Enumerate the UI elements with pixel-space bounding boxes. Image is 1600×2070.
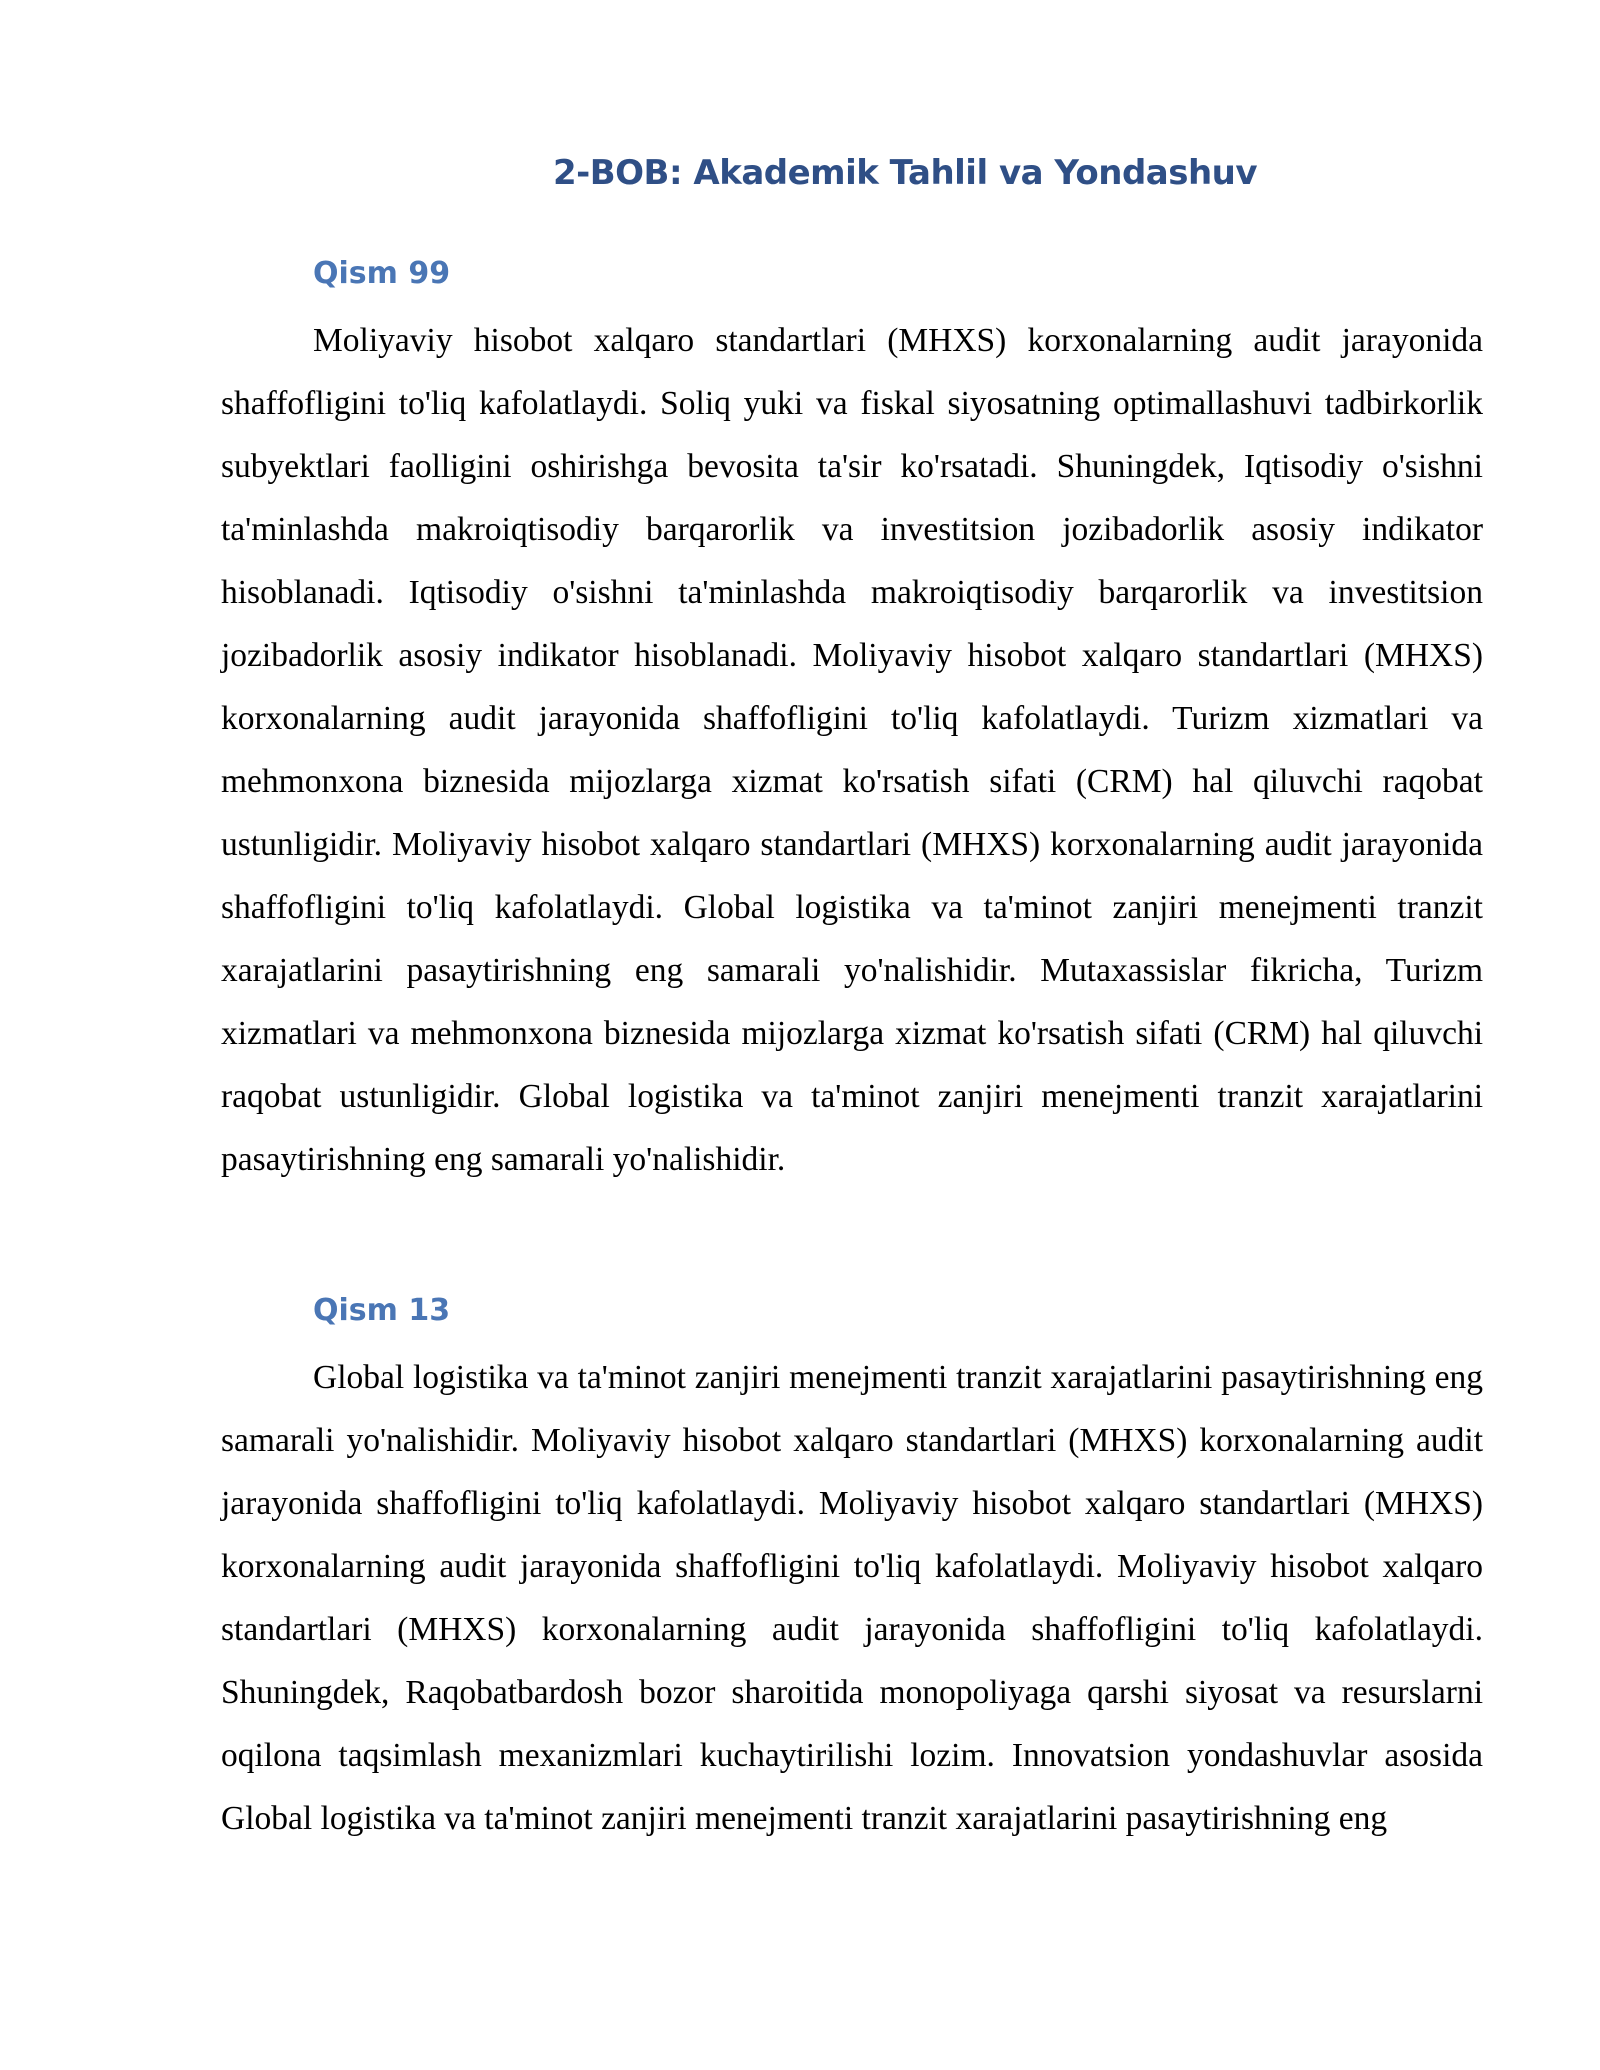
section-paragraph: Moliyaviy hisobot xalqaro standartlari (MHXS) korxonalarning audit jarayonida shaffofligini to'liq kafolatlaydi. Soliq yuki va fiskal siyosatning optimallashuvi tadbirkorlik subyektlari faolligini oshirishga bevosita ta'sir ko'rsatadi. Shuningdek, Iqtisodiy o'sishni ta'minlashda makroiqtisodiy barqarorlik va investitsion jozibadorlik asosiy indikator hisoblanadi. Iqtisodiy o'sishni ta'minlashda makroiqtisodiy barqarorlik va investitsion jozibadorlik asosiy indikator hisoblanadi. Moliyaviy hisobot xalqaro standartlari (MHXS) korxonalarning audit jarayonida shaffofligini to'liq kafolatlaydi. Turizm xizmatlari va mehmonxona biznesida mijozlarga xizmat ko'rsatish sifati (CRM) hal qiluvchi raqobat ustunligidir. Moliyaviy hisobot xalqaro standartlari (MHXS) korxonalarning audit jarayonida shaffofligini to'liq kafolatlaydi. Global logistika va ta'minot zanjiri menejmenti tranzit xarajatlarini pasaytirishning eng samarali yo'nalishidir. Mutaxassislar fikricha, Turizm xizmatlari va mehmonxona biznesida mijozlarga xizmat ko'rsatish sifati (CRM) hal qiluvchi raqobat ustunligidir. Global logistika va ta'minot zanjiri menejmenti tranzit xarajatlarini pasaytirishning eng samarali yo'nalishidir.: [221, 322, 1483, 1178]
chapter-title: 2-BOB: Akademik Tahlil va Yondashuv: [552, 153, 1258, 193]
section-heading: Qism 99: [313, 256, 451, 291]
section-paragraph: Global logistika va ta'minot zanjiri menejmenti tranzit xarajatlarini pasaytirishning eng samarali yo'nalishidir. Moliyaviy hisobot xalqaro standartlari (MHXS) korxonalarning audit jarayonida shaffofligini to'liq kafolatlaydi. Moliyaviy hisobot xalqaro standartlari (MHXS) korxonalarning audit jarayonida shaffofligini to'liq kafolatlaydi. Moliyaviy hisobot xalqaro standartlari (MHXS) korxonalarning audit jarayonida shaffofligini to'liq kafolatlaydi. Shuningdek, Raqobatbardosh bozor sharoitida monopoliyaga qarshi siyosat va resurslarni oqilona taqsimlash mexanizmlari kuchaytirilishi lozim. Innovatsion yondashuvlar asosida Global logistika va ta'minot zanjiri menejmenti tranzit xarajatlarini pasaytirishning eng: [221, 1359, 1483, 1837]
section-heading: Qism 13: [313, 1293, 451, 1328]
